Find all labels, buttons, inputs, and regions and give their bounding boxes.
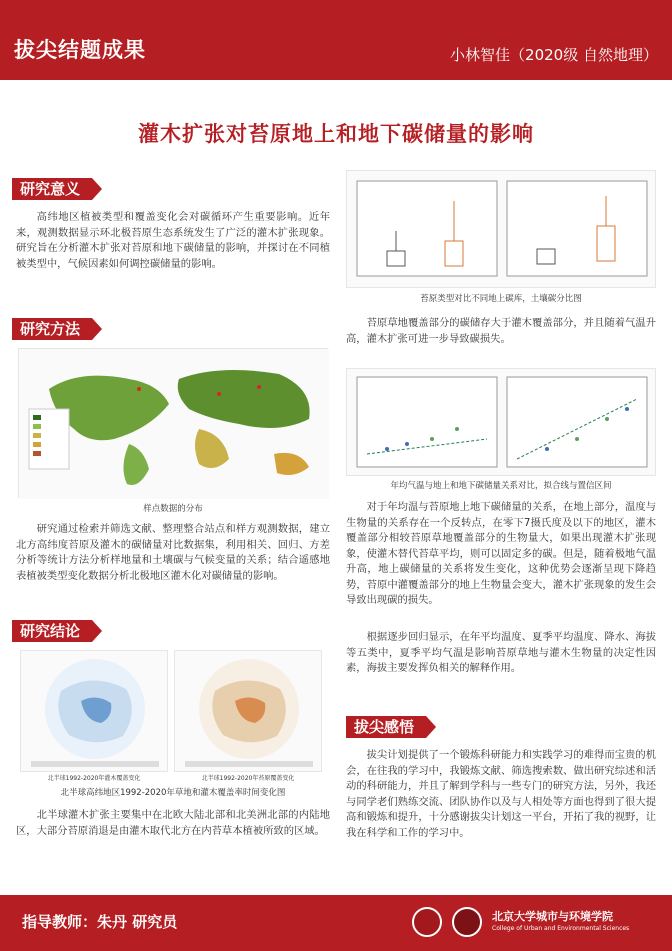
footer-banner	[0, 895, 672, 951]
section-label-conclusion: 研究结论	[12, 620, 92, 642]
school-name-english: College of Urban and Environmental Sciences	[492, 925, 630, 932]
advisor-info: 指导教师：朱丹 研究员	[22, 913, 178, 931]
author-name: 小林智佳（2020级 自然地理）	[450, 46, 658, 64]
school-name: 北京大学城市与环境学院	[492, 910, 613, 923]
scatter-chart-icon	[347, 369, 657, 477]
regression-text: 根据逐步回归显示，在年平均温度、夏季平均温度、降水、海拔等五类中，夏季平均气温是影响苔原草地与灌木生物量的决定性因素，海拔主要发挥负相关的解释作用。	[346, 631, 656, 674]
tundra-carbon-text: 苔原草地覆盖部分的碳储存大于灌木覆盖部分，并且随着气温升高，灌木扩张可进一步导致碳损失。	[346, 317, 656, 345]
boxplot-chart-icon	[347, 171, 657, 289]
significance-text: 高纬地区植被类型和覆盖变化会对碳循环产生重要影响。近年来，观测数据显示环北极苔原生态系统发生了广泛的灌木扩张现象。研究旨在分析灌木扩张对苔原和地下碳储量的影响，并探讨在不同植被类型中，气候因素如何调控碳储量的影响。	[16, 211, 330, 270]
poster-main-title: 灌木扩张对苔原地上和地下碳储量的影响	[138, 122, 534, 146]
polar-map-icon	[175, 651, 323, 773]
poster-category-title: 拔尖结题成果	[14, 38, 146, 62]
section-label-significance: 研究意义	[12, 178, 92, 200]
boxplot-caption: 苔原类型对比不同地上碳库，土壤碳分比图	[420, 294, 582, 304]
tundra-change-polar-map	[174, 650, 322, 772]
sample-map-caption: 样点数据的分布	[143, 504, 203, 514]
header-banner	[0, 0, 672, 80]
tundra-map-caption: 北半球1992-2020年苔原覆盖变化	[201, 775, 295, 782]
boxplot-figure	[346, 170, 656, 288]
sample-distribution-map	[18, 348, 328, 498]
conclusion-text: 北半球灌木扩张主要集中在北欧大陆北部和北美洲北部的内陆地区，大部分苔原消退是由灌木取代北方在内苔草本植被所致的区域。	[16, 809, 330, 837]
world-map-icon	[19, 349, 329, 499]
shrub-map-caption: 北半球1992-2020年灌木覆盖变化	[47, 775, 141, 782]
polar-map-icon	[21, 651, 169, 773]
section-label-reflection: 拔尖感悟	[346, 716, 426, 738]
conclusion-figure-caption: 北半球高纬地区1992-2020年草地和灌木覆盖率时间变化图	[60, 788, 286, 798]
scatter-caption: 年均气温与地上和地下碳储量关系对比，拟合线与置信区间	[390, 481, 612, 491]
section-label-method: 研究方法	[12, 318, 92, 340]
temperature-analysis-text: 对于年均温与苔原地上地下碳储量的关系，在地上部分，温度与生物量的关系存在一个反转点，在零下7摄氏度及以下的地区，灌木覆盖部分相较苔原草地覆盖部分的生物量大，如果出现灌木扩张现象，使灌木替代苔草平均，则可以固定多的碳。但是，随着极地气温升高，地上碳储量的关系将发生变化，这种优势会逐渐呈现下降趋势，苔原中灌覆盖部分的地上生物量会变大，灌木扩张现象的发生会导致出现碳的损失。	[346, 501, 656, 606]
method-text: 研究通过检索并筛选文献、整理整合站点和样方观测数据，建立北方高纬度苔原及灌木的碳储量对比数据集，利用相关、回归、方差分析等统计方法分析样地量和土壤碳与气候变量的关系；结合遥感地表植被类型变化数据分析北极地区灌木化对碳储量的影响。	[16, 523, 330, 582]
scatter-figure	[346, 368, 656, 476]
reflection-text: 拔尖计划提供了一个锻炼科研能力和实践学习的难得而宝贵的机会，在往我的学习中，我锻炼文献、筛选搜索数、做出研究综述和活动的科研能力，并且了解到学科与一些专门的研究方法，另外，我还与同学老们熟练交流、团队协作以及与人相处等方面也得到了很大提高和锻炼和提升，十分感谢拔尖计划这一平台，开拓了我的视野，让我在科学和工作的学习中。	[346, 749, 656, 839]
university-logo-icon	[412, 907, 442, 937]
college-logo-icon	[452, 907, 482, 937]
shrub-change-polar-map	[20, 650, 168, 772]
